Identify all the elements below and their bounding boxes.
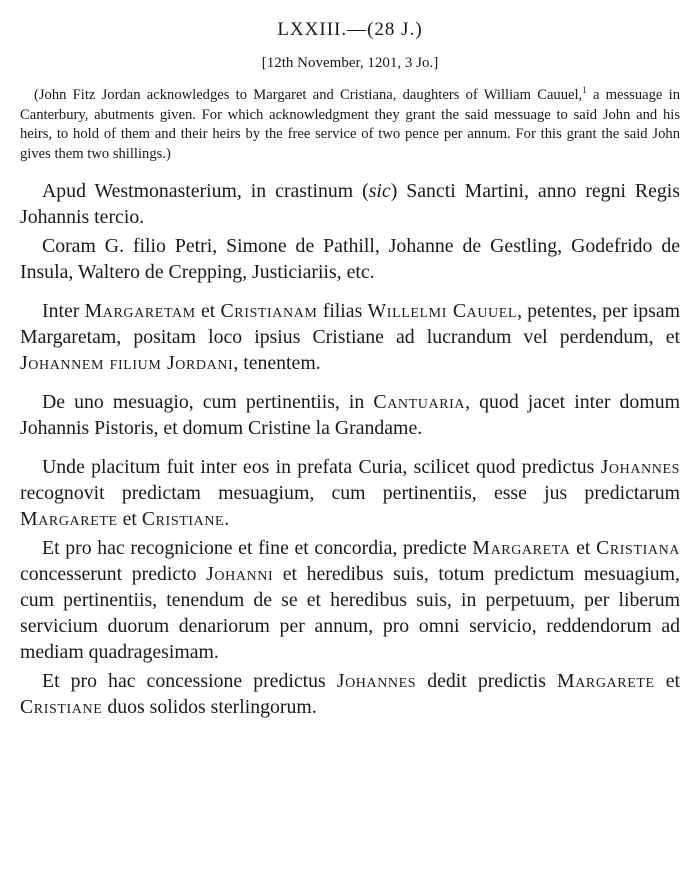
text-segment: Apud Westmonasterium, in crastinum ( [42,180,369,203]
text-segment: Inter [42,300,85,323]
text-segment: Et pro hac concessione predictus [42,670,337,693]
text-segment: et [195,300,221,323]
party-name: Cristiane [141,508,225,531]
text-segment: dedit predictis [416,670,557,693]
entry-summary [20,86,680,164]
paragraph-plea [20,454,680,532]
party-name: Cristiane [20,696,103,719]
text-segment: et [654,670,680,693]
entry-heading: LXXIII.—(28 J.) [277,19,423,40]
text-segment: et [117,508,142,531]
text-segment: et heredibus suis, totum predictum mesuagium, cum pertinentiis, tenendum de se et heredibus suis, in perpetuum, per liberum servicium duorum denariorum per annum, pro omni servicio, reddendorum ad mediam quadragesimam. [20,563,680,664]
text-segment: Et pro hac recognicione et fine et concordia, predicte [42,537,473,560]
party-name: Johannes [336,670,417,693]
party-name: Willelmi Cauuel [367,300,518,323]
paragraph-parties [20,298,680,376]
text-segment: De uno mesuagio, cum pertinentiis, in [42,391,374,414]
text-segment: . [224,508,230,531]
summary-text-1: (John Fitz Jordan acknowledges to Margaret and Cristiana, daughters of William Cauuel, [34,87,583,103]
text-segment: duos solidos sterlingorum. [102,696,317,719]
text-segment: , tenentem. [233,352,321,375]
text-segment: Unde placitum fuit inter eos in prefata Curia, scilicet quod predictus [42,456,601,479]
paragraph-payment [20,668,680,720]
text-segment: et [570,537,597,560]
document-page [20,12,680,720]
paragraph-grant [20,535,680,665]
sic-note: sic [368,180,391,203]
paragraph-justices: Coram G. filio Petri, Simone de Pathill, Johanne de Gestling, Godefrido de Insula, Waltero de Crepping, Justiciariis, etc. [20,235,680,284]
party-name: Johannes [600,456,680,479]
party-name: Margarete [20,508,118,531]
text-segment: filias [317,300,368,323]
party-name: Johannem filium Jordani [20,352,234,375]
text-segment: recognovit predictam mesuagium, cum pertinentiis, esse jus predictarum [20,482,680,505]
text-segment: concesserunt predicto [20,563,207,586]
place-name: Cantuaria [373,391,466,414]
entry-date: [12th November, 1201, 3 Jo.] [261,55,439,71]
party-name: Margarete [557,670,655,693]
party-name: Johanni [206,563,274,586]
text-segment: , petentes, per ipsam Margaretam, positam loco ipsius Cristiane ad lucrandum vel perdendum, et [20,300,680,349]
paragraph-place-date [20,178,680,230]
party-name: Margaretam [84,300,196,323]
party-name: Cristiana [596,537,680,560]
text-segment: ) Sancti Martini, anno regni Regis Johannis tercio. [20,180,680,229]
paragraph-property [20,389,680,441]
party-name: Margareta [472,537,571,560]
summary-text-2: a messuage in Canterbury, abutments given. For which acknowledgment they grant the said messuage to said John and his heirs, to hold of them and their heirs by the free service of two pence per annum. For this grant the said John gives them two shillings.) [20,87,680,162]
footnote-marker: 1 [582,85,587,96]
party-name: Cristianam [220,300,318,323]
text-segment: , quod jacet inter domum Johannis Pistoris, et domum Cristine la Grandame. [20,391,680,440]
